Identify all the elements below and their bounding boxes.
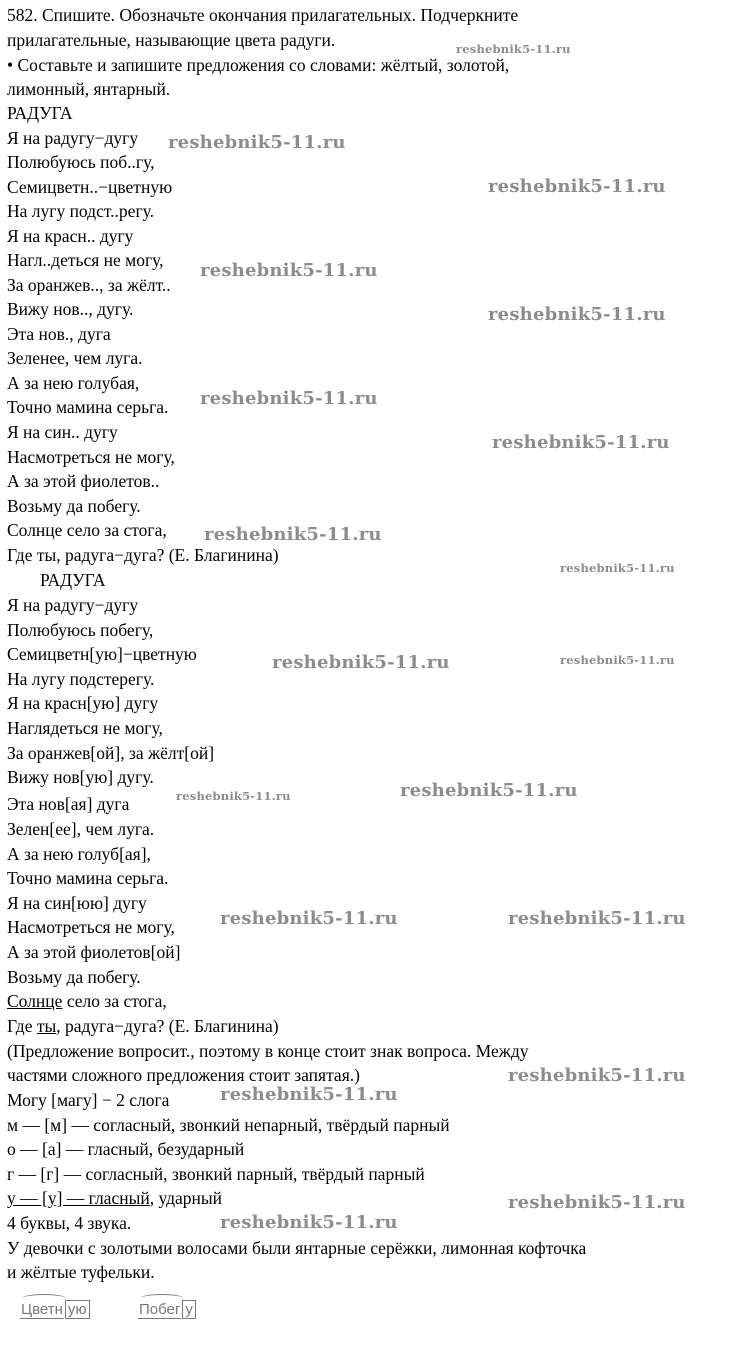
poem-line: Точно мамина серьга. <box>7 397 169 417</box>
answer-line <box>7 1014 279 1038</box>
sentence: У девочки с золотыми волосами были янтарные серёжки, лимонная кофточка <box>7 1238 587 1258</box>
poem-line: Где ты, радуга−дуга? (Е. Благинина) <box>7 545 279 565</box>
poem-line: Я на красн.. дугу <box>7 226 134 246</box>
answer-line: Я на радугу−дугу <box>7 595 139 615</box>
answer-line <box>7 989 167 1013</box>
phonetic-summary: 4 буквы, 4 звука. <box>7 1213 132 1233</box>
answer-title: РАДУГА <box>40 570 106 590</box>
watermark: reshebnik5-11.ru <box>508 1192 686 1213</box>
line-rest: , радуга−дуга? (Е. Благинина) <box>56 1016 279 1036</box>
watermark: reshebnik5-11.ru <box>400 780 578 801</box>
poem-line: На лугу подст..регу. <box>7 201 154 221</box>
poem-line: Возьму да побегу. <box>7 496 141 516</box>
poem-line: Нагл..деться не могу, <box>7 250 164 270</box>
answer-line: Наглядеться не могу, <box>7 718 163 738</box>
watermark: reshebnik5-11.ru <box>200 260 378 281</box>
morpheme-word-1 <box>20 1299 90 1321</box>
answer-line: Полюбуюсь побегу, <box>7 620 154 640</box>
watermark: reshebnik5-11.ru <box>204 524 382 545</box>
ending-box: ую <box>65 1300 90 1319</box>
poem-line: Вижу нов.., дугу. <box>7 299 134 319</box>
watermark: reshebnik5-11.ru <box>176 789 291 803</box>
answer-line: Я на красн[ую] дугу <box>7 693 159 713</box>
poem-line: Эта нов., дуга <box>7 324 111 344</box>
watermark: reshebnik5-11.ru <box>220 1212 398 1233</box>
answer-line: На лугу подстерегу. <box>7 669 155 689</box>
underlined-subject: Солнце <box>7 991 63 1011</box>
answer-line: А за этой фиолетов[ой] <box>7 942 181 962</box>
poem-line: Солнце село за стога, <box>7 520 167 540</box>
phonetic-line: г — [г] — согласный, звонкий парный, твёрдый парный <box>7 1164 425 1184</box>
line-rest: село за стога, <box>62 991 167 1011</box>
task-text: • Составьте и запишите предложения со словами: жёлтый, золотой, <box>7 55 510 75</box>
answer-line: Возьму да побегу. <box>7 967 141 987</box>
answer-line: Зелен[ее], чем луга. <box>7 819 155 839</box>
watermark: reshebnik5-11.ru <box>168 132 346 153</box>
phonetic-line: м — [м] — согласный, звонкий непарный, твёрдый парный <box>7 1115 450 1135</box>
underlined-subject: ты <box>36 1016 57 1036</box>
morpheme-word-2 <box>138 1299 196 1321</box>
poem-line: А за нею голубая, <box>7 373 140 393</box>
watermark: reshebnik5-11.ru <box>220 1084 398 1105</box>
ending-box: у <box>182 1300 196 1319</box>
answer-line: Точно мамина серьга. <box>7 868 169 888</box>
poem-title: РАДУГА <box>7 103 73 123</box>
underlined-stressed: у — [у] — гласный <box>7 1188 150 1208</box>
poem-line: Полюбуюсь поб..гу, <box>7 152 155 172</box>
watermark: reshebnik5-11.ru <box>508 1065 686 1086</box>
watermark: reshebnik5-11.ru <box>488 304 666 325</box>
poem-line: А за этой фиолетов.. <box>7 471 160 491</box>
answer-line: А за нею голуб[ая], <box>7 844 151 864</box>
phonetic-line <box>7 1186 222 1210</box>
word-stem: Цветн <box>21 1301 63 1318</box>
answer-line: Эта нов[ая] дуга <box>7 794 130 814</box>
watermark: reshebnik5-11.ru <box>492 432 670 453</box>
line-start: Где <box>7 1016 37 1036</box>
answer-line: Насмотреться не могу, <box>7 917 175 937</box>
watermark: reshebnik5-11.ru <box>200 388 378 409</box>
line-rest: , ударный <box>149 1188 223 1208</box>
watermark: reshebnik5-11.ru <box>488 176 666 197</box>
explanation: (Предложение вопросит., поэтому в конце стоит знак вопроса. Между <box>7 1041 529 1061</box>
answer-line: Вижу нов[ую] дугу. <box>7 767 154 787</box>
answer-line: За оранжев[ой], за жёлт[ой] <box>7 743 215 763</box>
watermark: reshebnik5-11.ru <box>508 908 686 929</box>
word-stem: Побег <box>139 1301 181 1318</box>
phonetic-heading: Могу [магу] − 2 слога <box>7 1090 170 1110</box>
task-text: прилагательные, называющие цвета радуги. <box>7 30 336 50</box>
poem-line: За оранжев.., за жёлт.. <box>7 275 171 295</box>
poem-line: Я на син.. дугу <box>7 422 118 442</box>
watermark: reshebnik5-11.ru <box>272 652 450 673</box>
answer-line: Семицветн[ую]−цветную <box>7 644 197 664</box>
watermark: reshebnik5-11.ru <box>560 653 675 667</box>
watermark: reshebnik5-11.ru <box>560 561 675 575</box>
task-text: лимонный, янтарный. <box>7 79 171 99</box>
answer-line: Я на син[юю] дугу <box>7 893 147 913</box>
poem-line: Я на радугу−дугу <box>7 128 139 148</box>
sentence: и жёлтые туфельки. <box>7 1262 155 1282</box>
phonetic-line: о — [а] — гласный, безударный <box>7 1139 245 1159</box>
poem-line: Зеленее, чем луга. <box>7 348 143 368</box>
explanation: частями сложного предложения стоит запятая.) <box>7 1065 360 1085</box>
watermark: reshebnik5-11.ru <box>456 42 571 56</box>
poem-line: Семицветн..−цветную <box>7 177 173 197</box>
watermark: reshebnik5-11.ru <box>220 908 398 929</box>
poem-line: Насмотреться не могу, <box>7 447 175 467</box>
task-heading: 582. Спишите. Обозначьте окончания прилагательных. Подчеркните <box>7 5 519 25</box>
